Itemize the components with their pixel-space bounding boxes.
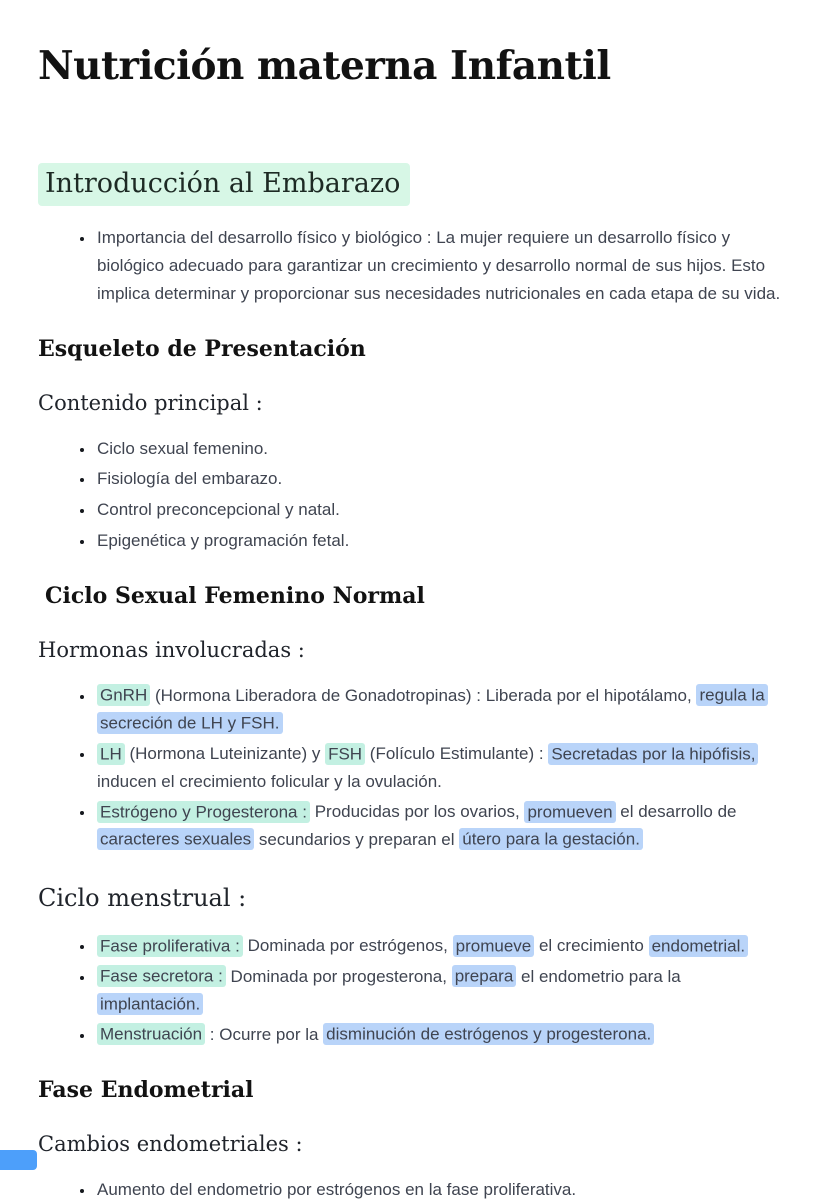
list-item — [95, 527, 788, 555]
group-heading: Cambios endometriales : — [38, 1132, 303, 1157]
highlight-blue: regula la secreción de LH y FSH. — [97, 684, 768, 734]
highlight-green: FSH — [325, 743, 365, 765]
text-run: el endometrio para la — [516, 966, 681, 986]
text-run: Aumento del endometrio por estrógenos en la fase proliferativa. — [97, 1180, 577, 1200]
text-run: : Ocurre por la — [205, 1024, 324, 1044]
highlight-blue: prepara — [452, 965, 517, 987]
highlight-green: Menstruación — [97, 1023, 205, 1045]
bullet-list — [38, 932, 788, 1048]
highlight-blue: implantación. — [97, 993, 203, 1015]
text-run: (Folículo Estimulante) : — [365, 744, 549, 763]
group-heading: Ciclo menstrual : — [38, 884, 247, 913]
text-run: Control preconcepcional y natal. — [97, 499, 340, 519]
subsection-heading: Ciclo Sexual Femenino Normal — [45, 583, 425, 610]
group-heading: Hormonas involucradas : — [38, 637, 305, 662]
highlight-green: LH — [97, 743, 125, 765]
bullet-list — [38, 682, 788, 853]
list-item — [95, 496, 788, 524]
highlight-green: Estrógeno y Progesterona : — [97, 801, 310, 823]
text-run: Dominada por progesterona, — [225, 966, 452, 986]
text-run: Ciclo sexual femenino. — [97, 438, 269, 458]
text-run: Producidas por los ovarios, — [309, 802, 525, 822]
subsection-heading: Fase Endometrial — [38, 1077, 254, 1104]
heading-highlight: Introducción al Embarazo — [38, 163, 410, 207]
subsection-heading: Esqueleto de Presentación — [38, 336, 366, 363]
text-run: inducen el crecimiento folicular y la ovulación. — [97, 771, 442, 791]
text-run: el crecimiento — [534, 936, 649, 956]
highlight-blue: útero para la gestación. — [459, 828, 643, 850]
text-run: (Hormona Liberadora de Gonadotropinas) : Liberada por el hipotálamo, — [150, 685, 697, 705]
text-run: Dominada por estrógenos, — [242, 936, 453, 956]
list-item — [95, 682, 788, 737]
text-run: secundarios y preparan el — [254, 829, 460, 849]
group-heading: Contenido principal : — [38, 390, 263, 415]
highlight-green: GnRH — [97, 684, 150, 706]
list-item — [95, 740, 788, 795]
list-item — [95, 435, 788, 463]
highlight-green: Fase secretora : — [97, 965, 226, 987]
text-run: Epigenética y programación fetal. — [97, 530, 350, 550]
highlight-blue: promueven — [524, 801, 615, 823]
list-item — [95, 963, 788, 1018]
bullet-list — [38, 435, 788, 554]
page-title: Nutrición materna Infantil — [38, 43, 611, 89]
bullet-list — [38, 224, 788, 307]
highlight-blue: disminución de estrógenos y progesterona. — [323, 1023, 654, 1045]
highlight-blue: promueve — [453, 935, 535, 957]
bullet-list — [38, 1176, 788, 1204]
list-item — [95, 932, 788, 960]
corner-highlight-fragment — [0, 1150, 37, 1170]
list-item — [95, 1176, 788, 1204]
text-run: Fisiología del embarazo. — [97, 469, 283, 489]
highlight-green: Fase proliferativa : — [97, 935, 243, 957]
list-item — [95, 1021, 788, 1049]
list-item — [95, 798, 788, 853]
list-item — [95, 224, 788, 307]
section-heading — [38, 163, 788, 207]
highlight-blue: caracteres sexuales — [97, 828, 254, 850]
list-item — [95, 465, 788, 493]
text-run: Importancia del desarrollo físico y biológico : La mujer requiere un desarrollo físico y biológico adecuado para garantizar un crecimiento y desarrollo normal de sus hijos. Esto implica determinar y proporcionar sus necesidades nutricionales en cada etapa de su vida. — [97, 228, 781, 303]
text-run: (Hormona Luteinizante) y — [124, 744, 326, 763]
text-run: el desarrollo de — [615, 802, 737, 822]
highlight-blue: endometrial. — [649, 935, 749, 957]
highlight-blue: Secretadas por la hipófisis, — [548, 743, 758, 765]
